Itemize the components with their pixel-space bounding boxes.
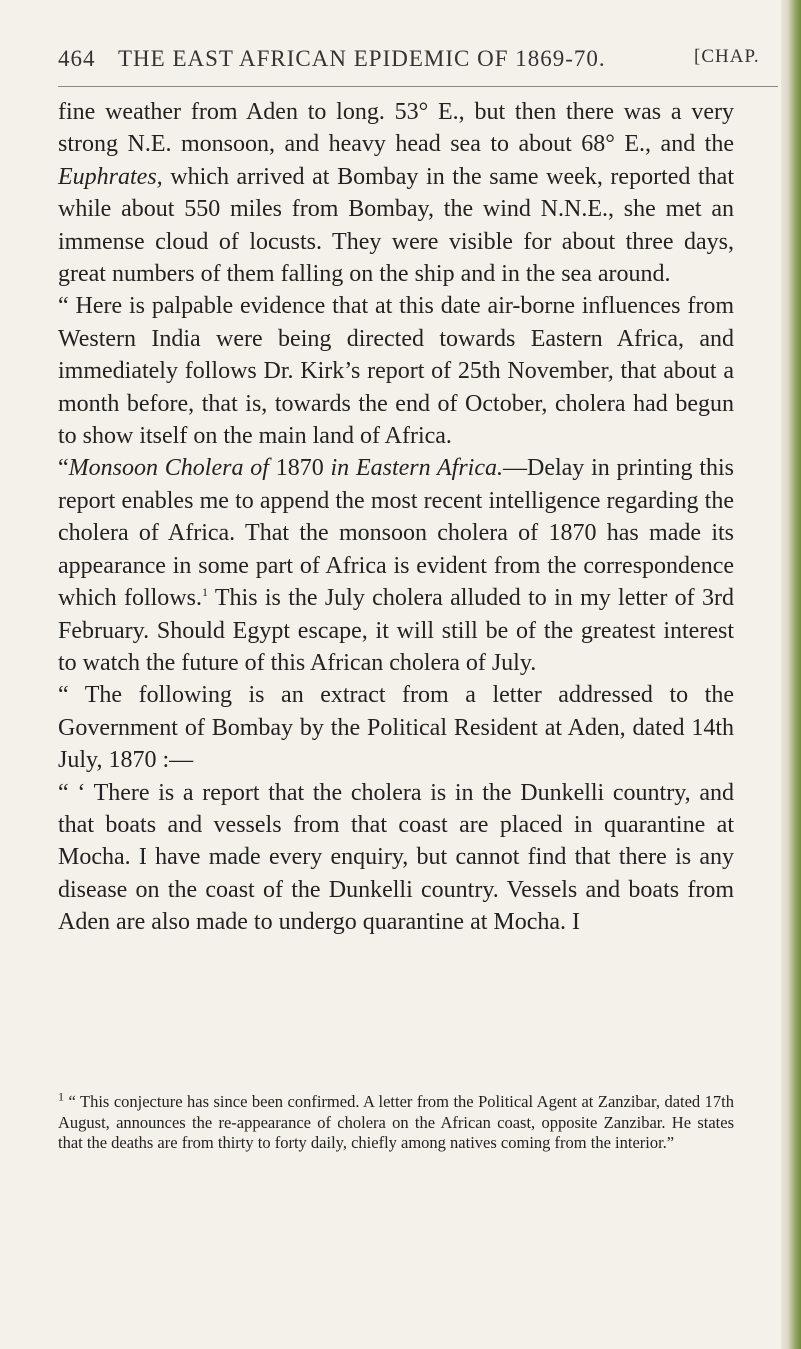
ship-name: Euphrates,: [58, 163, 163, 190]
running-title: THE EAST AFRICAN EPIDEMIC OF 1869-70.: [118, 46, 606, 71]
paragraph-1-cont: which arrived at Bombay in the same week, reported that while about 550 miles from Bombay, the wind N.N.E., she met an immense cloud of locusts. They were visible for about three days, great numbers of them falling on the ship and in the sea around.: [58, 163, 734, 288]
paragraph-3-tail: This is the July cholera alluded to in my letter of 3rd February. Should Egypt escape, it will still be of the greatest interest to watch the future of this African cholera of July.: [58, 585, 734, 676]
paragraph-5: [58, 777, 734, 939]
page-number: 464: [58, 46, 96, 71]
footnote: [58, 1089, 734, 1154]
paragraph-1-text: fine weather from Aden to long. 53° E., but then there was a very strong N.E. monsoon, and heavy head sea to about 68° E., and the: [58, 99, 734, 158]
paragraph-2-text: “ Here is palpable evidence that at this date air-borne influences from Western India were being directed towards Eastern Africa, and immediately follows Dr. Kirk’s report of 25th November, that about a month before, that is, towards the end of October, cholera had begun to show itself on the main land of Africa.: [58, 293, 734, 450]
chapter-label: [CHAP.: [694, 46, 760, 67]
footnote-ref: 1: [201, 585, 208, 600]
section-heading-year: 1870: [268, 455, 331, 482]
paragraph-2: [58, 290, 734, 452]
paragraph-3-text: —Delay in printing this report enables me to append the most recent intelligence regarding the cholera of Africa. That the monsoon cholera of 1870 has made its appearance in some part of Africa is evident from the correspondence which follows.: [58, 455, 735, 612]
section-heading-a: Monsoon Cholera of: [68, 455, 269, 482]
section-heading-b: in Eastern Africa.: [330, 455, 503, 482]
footnote-marker: 1: [58, 1089, 64, 1104]
paragraph-5-text: “ ‘ There is a report that the cholera is in the Dunkelli country, and that boats and vessels from that coast are placed in quarantine at Mocha. I have made every enquiry, but cannot find that there is any disease on the coast of the Dunkelli country. Vessels and boats from Aden are also made to undergo quarantine at Mocha. I: [58, 779, 734, 936]
body-text: [58, 96, 734, 939]
page-edge: [781, 0, 801, 1349]
header-rule: [58, 86, 778, 87]
footnote-text: “ This conjecture has since been confirmed. A letter from the Political Agent at Zanzibar, dated 17th August, announces the re-appearance of cholera on the African coast, opposite Zanzibar. He states that the deaths are from thirty to forty daily, chiefly among natives coming from the interior.”: [58, 1092, 734, 1152]
paragraph-4: [58, 679, 734, 776]
paragraph-4-text: “ The following is an extract from a letter addressed to the Government of Bombay by the Political Resident at Aden, dated 14th July, 1870 :—: [58, 682, 734, 774]
paragraph-1: [58, 96, 734, 290]
running-head: [58, 46, 778, 86]
paragraph-3: [58, 452, 734, 679]
paragraph-3-quote: “: [58, 455, 69, 482]
